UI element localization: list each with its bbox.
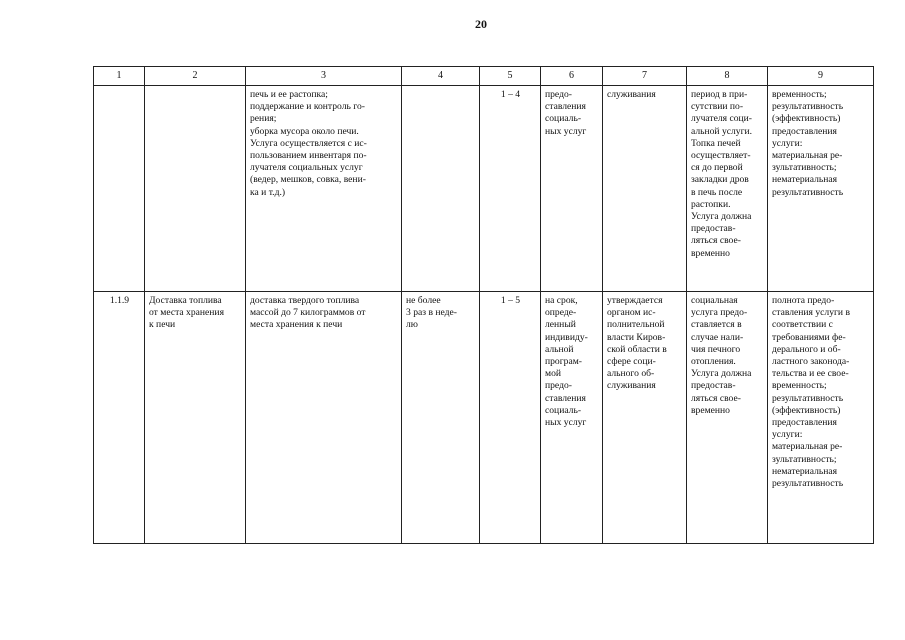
header-col-9: 9: [768, 67, 874, 86]
cell-conditions: период в при- сутствии по- лучателя соци- альной услуги. Топка печей осуществляет- ся до первой закладки дров в печь после растопки. Услуга должна предостав- ляться свое- временно: [687, 86, 768, 292]
cell-volume: [402, 86, 480, 292]
cell-quality: полнота предо- ставления услуги в соответствии с требованиями фе- дерального и об- ластного законода- тельства и ее свое- временность; результативность (эффективность) предоставления услуги: материальная ре- зультативность; нематериальная результативность: [768, 292, 874, 544]
header-col-2: 2: [145, 67, 246, 86]
header-col-7: 7: [603, 67, 687, 86]
cell-tariff: утверждается органом ис- полнительной власти Киров- ской области в сфере соци- ального об- служивания: [603, 292, 687, 544]
cell-volume: не более 3 раз в неде- лю: [402, 292, 480, 544]
header-col-8: 8: [687, 67, 768, 86]
table-row: [94, 86, 874, 292]
cell-service-name: Доставка топлива от места хранения к печи: [145, 292, 246, 544]
cell-range: 1 – 5: [480, 292, 541, 544]
cell-service-name: [145, 86, 246, 292]
header-col-3: 3: [246, 67, 402, 86]
cell-range: 1 – 4: [480, 86, 541, 292]
cell-description: печь и ее растопка; поддержание и контроль го- рения; уборка мусора около печи. Услуга осуществляется с ис- пользованием инвентаря по- лучателя социальных услуг (ведер, мешков, совка, вени- ка и т.д.): [246, 86, 402, 292]
cell-description: доставка твердого топлива массой до 7 килограммов от места хранения к печи: [246, 292, 402, 544]
cell-term: предо- ставления социаль- ных услуг: [541, 86, 603, 292]
services-table: [93, 66, 874, 544]
header-col-4: 4: [402, 67, 480, 86]
cell-tariff: служивания: [603, 86, 687, 292]
cell-number: 1.1.9: [94, 292, 145, 544]
cell-number: [94, 86, 145, 292]
header-col-1: 1: [94, 67, 145, 86]
cell-quality: временность; результативность (эффективность) предоставления услуги: материальная ре- зультативность; нематериальная результативность: [768, 86, 874, 292]
header-row: [94, 67, 874, 86]
page-number: 20: [475, 17, 487, 31]
header-col-6: 6: [541, 67, 603, 86]
cell-conditions: социальная услуга предо- ставляется в случае нали- чия печного отопления. Услуга должна предостав- ляться свое- временно: [687, 292, 768, 544]
cell-term: на срок, опреде- ленный индивиду- альной програм- мой предо- ставления социаль- ных услуг: [541, 292, 603, 544]
table-row: [94, 292, 874, 544]
header-col-5: 5: [480, 67, 541, 86]
